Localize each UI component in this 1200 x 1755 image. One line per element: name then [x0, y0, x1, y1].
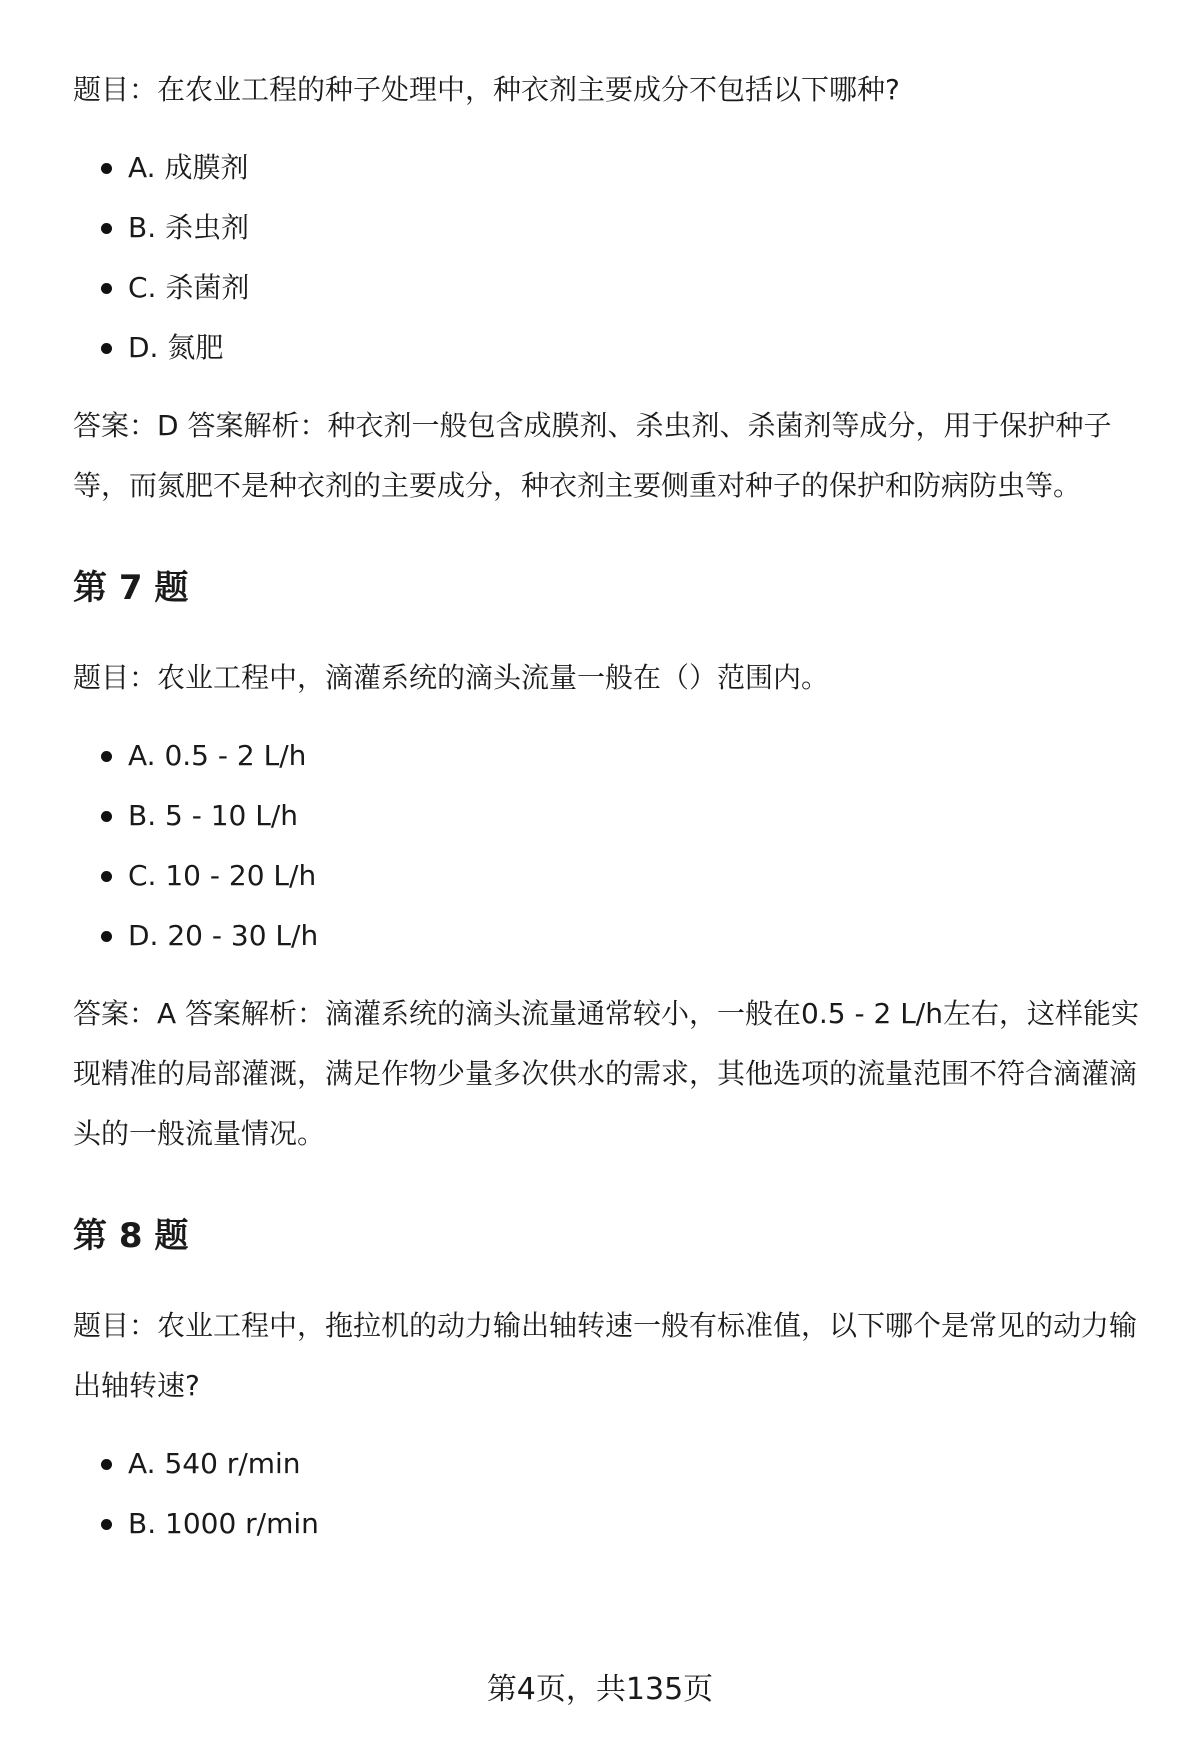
- question-7-answer: 答案：A 答案解析：滴灌系统的滴头流量通常较小，一般在0.5 - 2 L/h左右，这样能实现精准的局部灌溉，满足作物少量多次供水的需求，其他选项的流量范围不符合滴灌滴头的一般流量情况。: [73, 997, 1139, 1150]
- question-6-answer: 答案：D 答案解析：种衣剂一般包含成膜剂、杀虫剂、杀菌剂等成分，用于保护种子等，而氮肥不是种衣剂的主要成分，种衣剂主要侧重对种子的保护和防病防虫等。: [73, 409, 1112, 502]
- question-7-option-a: [73, 726, 1153, 786]
- bullet-icon: [101, 811, 112, 822]
- option-label: B. 5 - 10 L/h: [128, 799, 299, 832]
- option-label: C. 10 - 20 L/h: [128, 859, 317, 892]
- option-label: D. 20 - 30 L/h: [128, 919, 319, 952]
- question-6-text: 题目：在农业工程的种子处理中，种衣剂主要成分不包括以下哪种?: [73, 73, 900, 106]
- option-label: A. 0.5 - 2 L/h: [128, 739, 307, 772]
- bullet-icon: [101, 1519, 112, 1530]
- question-7-option-c: [73, 846, 1153, 906]
- bullet-icon: [101, 163, 112, 174]
- question-8-options: [73, 1434, 1153, 1554]
- question-7-option-b: [73, 786, 1153, 846]
- option-label: B. 杀虫剂: [128, 211, 250, 244]
- document-content: [73, 60, 1153, 1572]
- question-8-heading: 第 8 题: [73, 1216, 189, 1256]
- bullet-icon: [101, 283, 112, 294]
- option-label: A. 540 r/min: [128, 1447, 301, 1480]
- question-7-option-d: [73, 906, 1153, 966]
- question-7-heading: 第 7 题: [73, 568, 189, 608]
- bullet-icon: [101, 931, 112, 942]
- question-6-option-a: [73, 138, 1153, 198]
- question-6-option-d: [73, 318, 1153, 378]
- question-7-text: 题目：农业工程中，滴灌系统的滴头流量一般在（）范围内。: [73, 661, 830, 694]
- option-label: A. 成膜剂: [128, 151, 249, 184]
- option-label: B. 1000 r/min: [128, 1507, 319, 1540]
- question-6-option-c: [73, 258, 1153, 318]
- question-8-text: 题目：农业工程中，拖拉机的动力输出轴转速一般有标准值，以下哪个是常见的动力输出轴转速?: [73, 1309, 1138, 1402]
- question-8-option-b: [73, 1494, 1153, 1554]
- bullet-icon: [101, 751, 112, 762]
- option-label: D. 氮肥: [128, 331, 224, 364]
- question-7-options: [73, 726, 1153, 966]
- question-6-option-b: [73, 198, 1153, 258]
- option-label: C. 杀菌剂: [128, 271, 250, 304]
- page-number-footer: 第4页，共135页: [486, 1672, 714, 1707]
- bullet-icon: [101, 1459, 112, 1470]
- bullet-icon: [101, 223, 112, 234]
- question-8-option-a: [73, 1434, 1153, 1494]
- bullet-icon: [101, 871, 112, 882]
- bullet-icon: [101, 343, 112, 354]
- question-6-options: [73, 138, 1153, 378]
